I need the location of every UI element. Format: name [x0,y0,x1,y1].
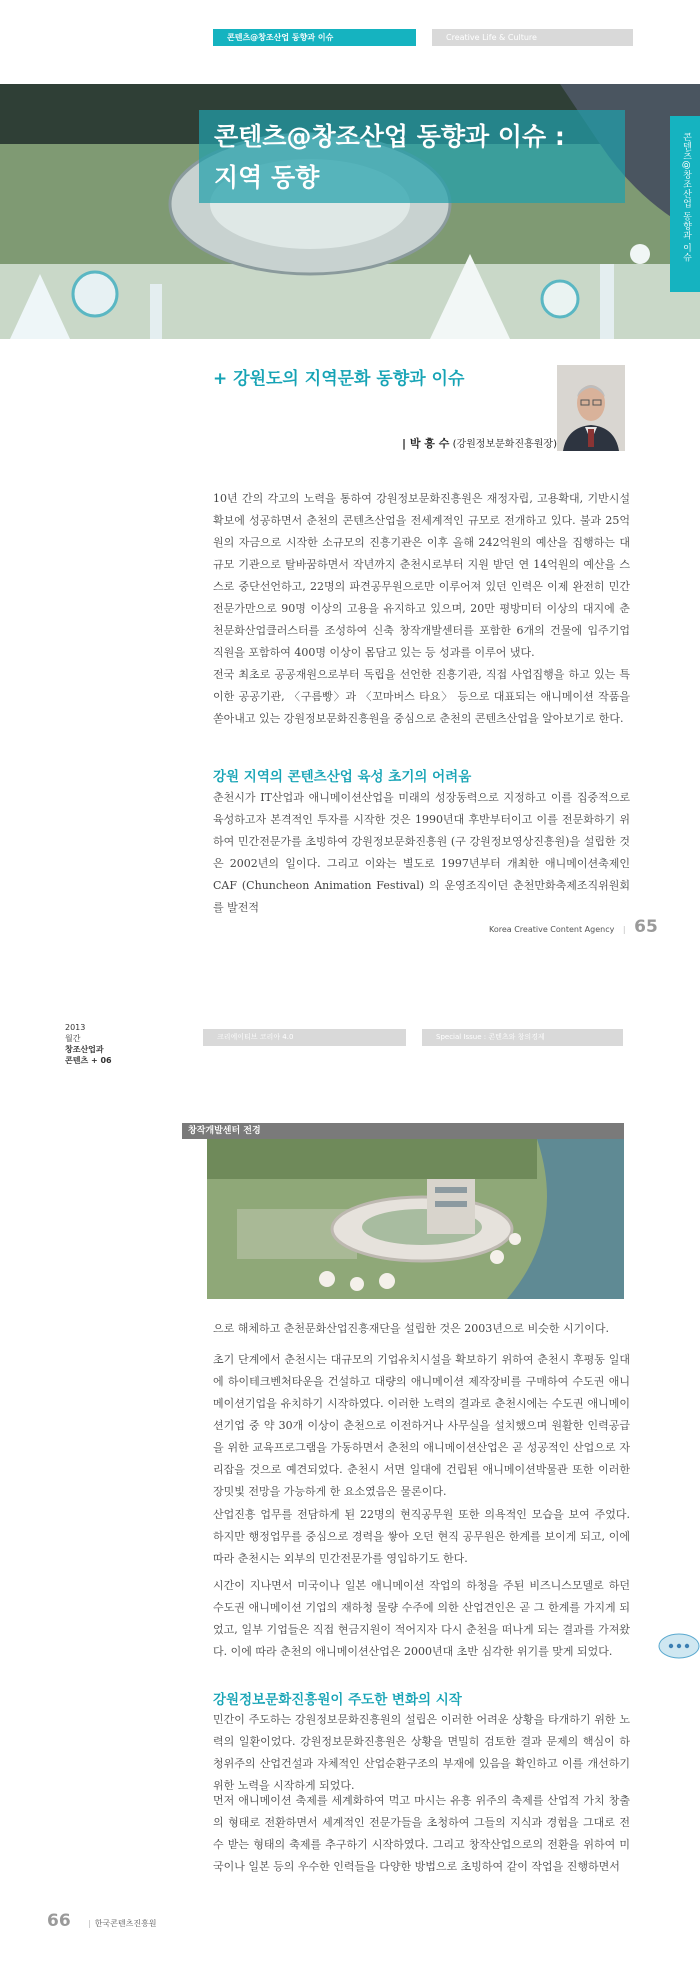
issue-number: 콘텐츠 + 06 [65,1056,112,1065]
photo-caption: 창작개발센터 전경 [182,1123,624,1139]
intro-paragraph-2: 전국 최초로 공공재원으로부터 독립을 선언한 진흥기관, 직접 사업집행을 하고 있는 특이한 공공기관, 〈구름빵〉과 〈꼬마버스 타요〉 등으로 대표되는 애니메이션 작품을 쏟아내고 있는 강원정보문화진흥원을 중심으로 춘천의 콘텐츠산업을 알아보기로 한다. [213,668,630,725]
issue-title: 창조산업과 [65,1045,104,1054]
page-title-line2: 지역 동향 [214,163,320,192]
author-affiliation: (강원정보문화진흥원장) [452,439,557,450]
footer-org-name: 한국콘텐츠진흥원 [94,1919,157,1928]
footer-org-2: | 한국콘텐츠진흥원 [88,1919,157,1928]
article-subtitle: + 강원도의 지역문화 동향과 이슈 [213,369,465,389]
issue-label [65,1022,112,1066]
author-name: | 박 흥 수 [402,437,450,450]
header-section-chip-2: Special Issue : 콘텐츠와 창의경제 [422,1029,623,1046]
section-2-paragraph-1: 민간이 주도하는 강원정보문화진흥원의 설립은 이러한 어려운 상황을 타개하기 위한 노력의 일환이었다. 강원정보문화진흥원은 상황을 면밀히 검토한 결과 문제의 핵심이 하청위주의 산업건설과 자체적인 산업순환구조의 부재에 있음을 확인하고 이를 개선하기 위한 노력을 시작하게 되었다. [213,1713,630,1792]
side-tab-label: 콘텐츠@창조산업 동향과 이슈 [681,132,691,263]
building-photo [207,1139,624,1299]
paragraph-crisis: 시간이 지나면서 미국이나 일본 애니메이션 작업의 하청을 주된 비즈니스모델로 하던 수도권 애니메이션 기업의 재하청 물량 수주에 의한 산업견인은 곧 그 한계를 가지게 되었고, 일부 기업들은 직접 현금지원이 적어지자 다시 춘천을 떠나게 되는 결과를 가져왔다. 이에 따라 춘천의 애니메이션산업은 2000년대 초반 심각한 위기를 맞게 되었다. [213,1579,630,1658]
paragraph-officials: 산업진흥 업무를 전담하게 된 22명의 현직공무원 또한 의욕적인 모습을 보여 주었다. 하지만 행정업무를 중심으로 경력을 쌓아 오던 현직 공무원은 한계를 보이게 되고, 이에 따라 춘천시는 외부의 민간전문가를 영입하기도 한다. [213,1508,630,1565]
author-photo [557,365,625,451]
header-section-chip: Creative Life & Culture [432,29,633,46]
issue-type: 월간 [65,1034,81,1043]
header-category-chip-2: 크리에이티브 코리아 4.0 [203,1029,406,1046]
section-paragraph: 춘천시가 IT산업과 애니메이션산업을 미래의 성장동력으로 지정하고 이를 집중적으로 육성하고자 본격적인 투자를 시작한 것은 1990년대 후반부터이고 이를 전문화하기 위하여 민간전문가를 초빙하여 강원정보문화진흥원 (구 강원정보영상진흥원)을 설립한 것은 2002년의 일이다. 그리고 이와는 별도로 1997년부터 개최한 애니메이션축제인 CAF (Chuncheon Animation Festival) 의 운영조직이던 춘천만화축제조직위원회를 발전적 [213,791,630,914]
author-byline [402,435,557,451]
page-number: 65 [634,917,658,937]
page-number-2: 66 [47,1911,71,1931]
page-title: 콘텐츠@창조산업 동향과 이슈 : [214,122,565,151]
issue-year: 2013 [65,1023,86,1032]
paragraph-continued: 으로 해체하고 춘천문화산업진흥재단을 설립한 것은 2003년으로 비슷한 시기이다. [213,1322,609,1335]
intro-paragraph-1: 10년 간의 각고의 노력을 통하여 강원정보문화진흥원은 재정자립, 고용확대, 기반시설 확보에 성공하면서 춘천의 콘텐츠산업을 전세계적인 규모로 전개하고 있다. 불과 25억원의 자금으로 시작한 소규모의 진흥기관은 이후 올해 242억원의 예산을 집행하는 대규모 기관으로 탈바꿈하면서 작년까지 춘천시로부터 지원 받던 연 14억원의 예산을 스스로 중단선언하고, 22명의 파견공무원으로만 이루어져 있던 인력은 이제 완전히 민간전문가만으로 90명 이상의 고용을 유지하고 있으며, 20만 평방미터 이상의 대지에 춘천문화산업클러스터를 조성하여 신축 창작개발센터를 포함한 6개의 건물에 입주기업 직원을 포함하여 400명 이상이 몸담고 있는 등 성과를 이루어 냈다. [213,492,630,659]
page-footer: Korea Creative Content Agency | 65 [489,917,658,937]
section-heading-2: 강원정보문화진흥원이 주도한 변화의 시작 [213,1692,462,1708]
chat-bubble-icon [657,1632,700,1662]
section-heading: 강원 지역의 콘텐츠산업 육성 초기의 어려움 [213,769,472,785]
section-2-paragraph-2: 먼저 애니메이션 축제를 세계화하여 먹고 마시는 유흥 위주의 축제를 산업적 가치 창출의 형태로 전환하면서 세계적인 전문가들을 초청하여 그들의 지식과 경험을 그대로 전수 받는 형태의 축제를 추구하기 시작하였다. 그리고 창작산업으로의 전환을 위하여 미국이나 일본 등의 우수한 인력들을 다양한 방법으로 초빙하여 같이 작업을 진행하면서 [213,1794,630,1873]
header-category-chip: 콘텐츠@창조산업 동향과 이슈 [213,29,416,46]
footer-org: Korea Creative Content Agency [489,925,615,934]
paragraph-initial-stage: 초기 단계에서 춘천시는 대규모의 기업유치시설을 확보하기 위하여 춘천시 후평동 일대에 하이테크벤처타운을 건설하고 대량의 애니메이션 제작장비를 구매하여 수도권 애니메이션기업을 유치하기 시작하였다. 이러한 노력의 결과로 춘천시에는 수도권 애니메이션기업 중 약 30개 이상이 춘천으로 이전하거나 사무실을 설치했으며 원활한 인력공급을 위한 교육프로그램을 가동하면서 춘천의 애니메이션산업은 곧 성공적인 산업으로 자리잡을 것으로 예견되었다. 춘천시 서면 일대에 건립된 애니메이션박물관 또한 이러한 장밋빛 전망을 가능하게 한 요소였음은 물론이다. [213,1353,630,1498]
